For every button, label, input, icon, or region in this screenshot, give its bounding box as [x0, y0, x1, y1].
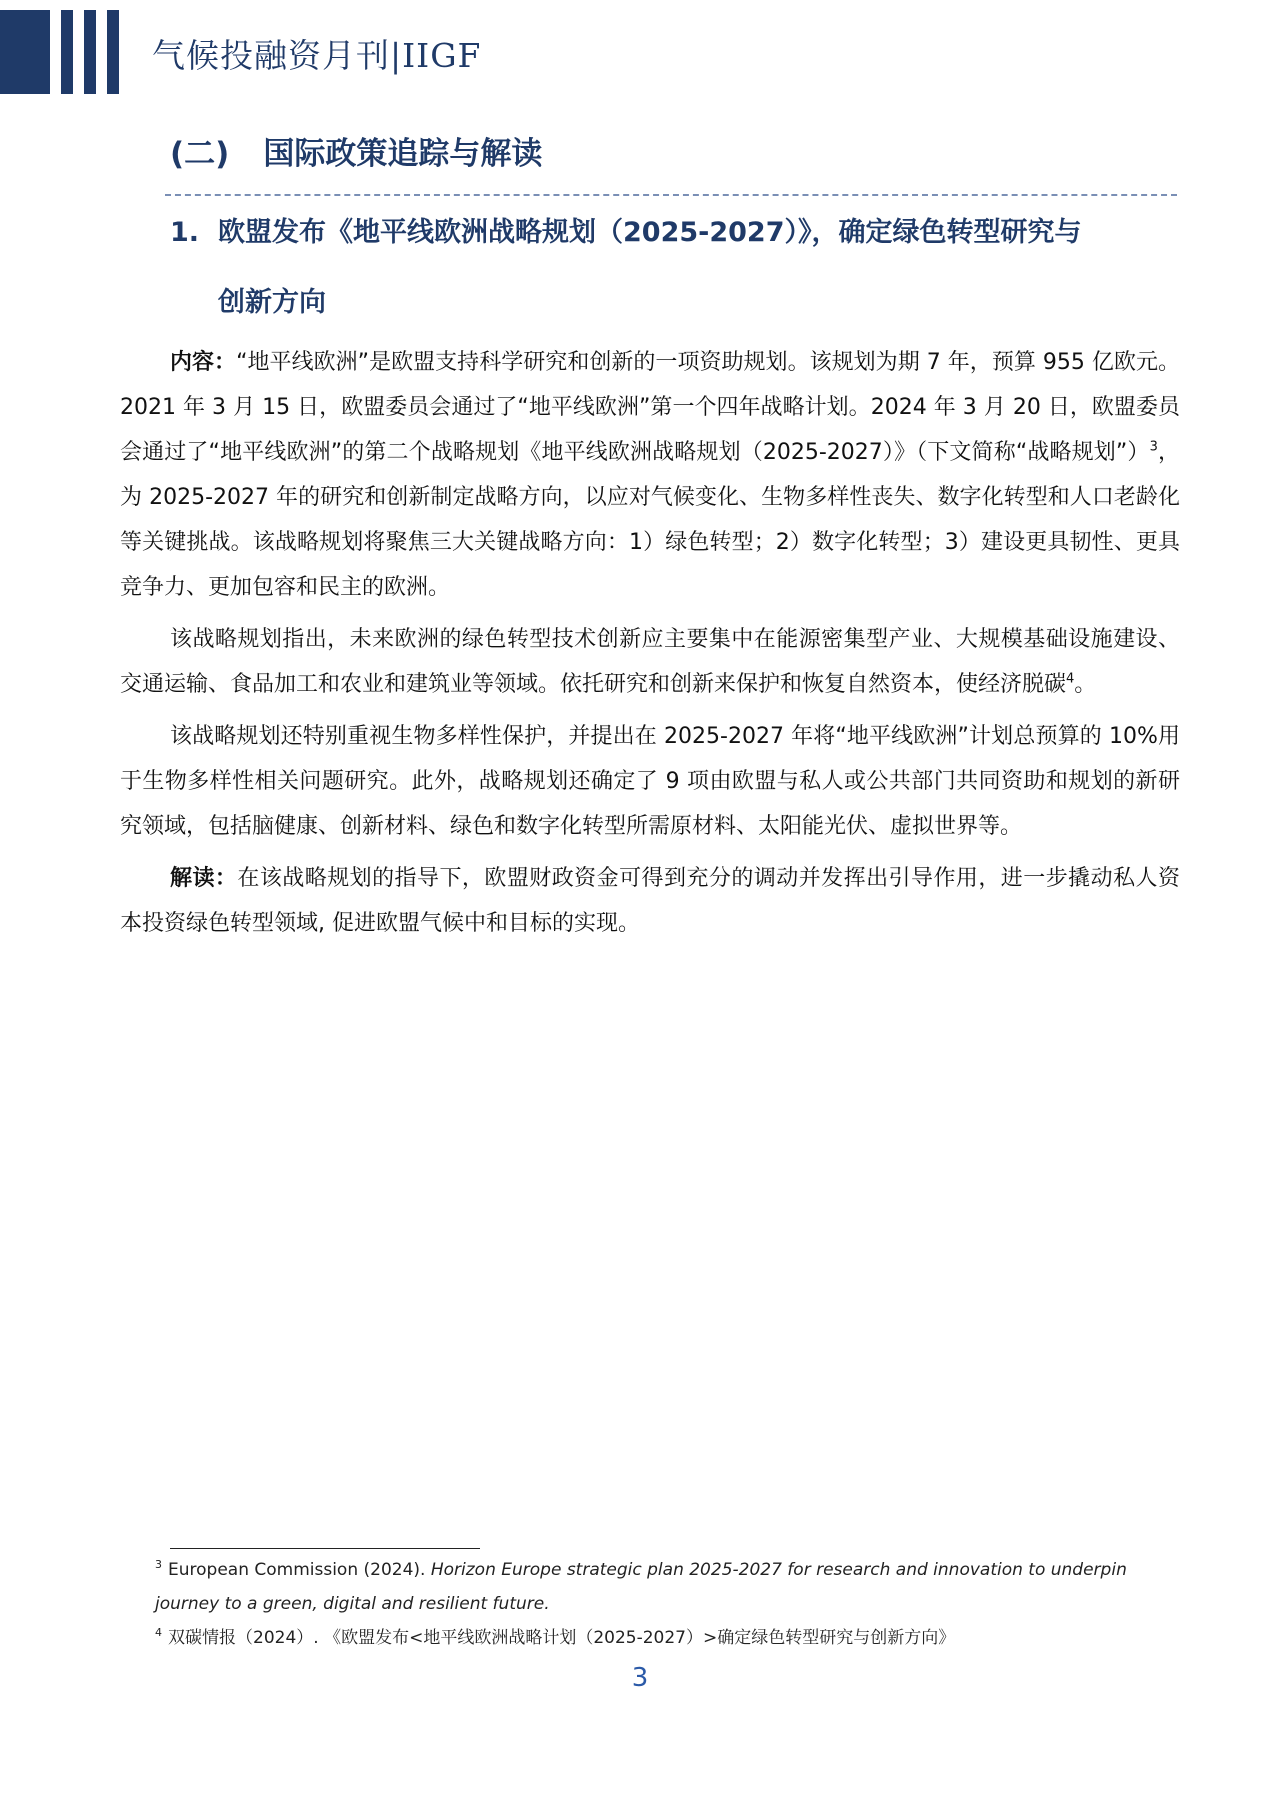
article-body [120, 340, 1180, 946]
paragraph-2-end: 。 [1074, 672, 1097, 697]
section-number: (二) [170, 136, 230, 172]
paragraph-2-text: 该战略规划指出，未来欧洲的绿色转型技术创新应主要集中在能源密集型产业、大规模基础设施建设、交通运输、食品加工和农业和建筑业等领域。依托研究和创新来保护和恢复自然资本，使经济脱碳 [120, 627, 1180, 697]
subsection-title-line2: 创新方向 [218, 287, 326, 318]
footnote-ref-4[interactable]: 4 [1066, 671, 1075, 687]
section-heading [170, 128, 542, 173]
footnote-rule [170, 1548, 480, 1549]
paragraph-3-text: 该战略规划还特别重视生物多样性保护，并提出在 2025-2027 年将“地平线欧洲”计划总预算的 10%用于生物多样性相关问题研究。此外，战略规划还确定了 9 项由欧盟与私人或公共部门共同资助和规划的新研究领域，包括脑健康、创新材料、绿色和数字化转型所需原材料、太阳能光伏、虚拟世界等。 [120, 724, 1180, 839]
content-label: 内容： [170, 350, 237, 375]
content-text-a: “地平线欧洲”是欧盟支持科学研究和创新的一项资助规划。该规划为期 7 年，预算 955 亿欧元。2021 年 3 月 15 日，欧盟委员会通过了“地平线欧洲”第一个四年战略计划。2024 年 3 月 20 日，欧盟委员会通过了“地平线欧洲”的第二个战略规划《地平线欧洲战略规划（2025-2027）》（下文简称“战略规划”） [120, 350, 1180, 465]
dashed-divider [165, 194, 1177, 196]
paragraph-content [120, 340, 1180, 610]
section-title: 国际政策追踪与解读 [263, 136, 543, 172]
interpretation-text: 在该战略规划的指导下，欧盟财政资金可得到充分的调动并发挥出引导作用，进一步撬动私人资本投资绿色转型领域, 促进欧盟气候中和目标的实现。 [120, 866, 1180, 936]
footnote-3-author: European Commission (2024). [168, 1560, 431, 1580]
subsection-title-line1: 欧盟发布《地平线欧洲战略规划（2025-2027）》，确定绿色转型研究与 [218, 217, 1082, 248]
paragraph-green-transition [120, 617, 1180, 707]
header-logo-bars [0, 10, 122, 94]
footnote-4 [155, 1621, 1165, 1655]
footnote-ref-3[interactable]: 3 [1149, 439, 1158, 455]
subsection-number: 1. [170, 217, 200, 248]
footnote-4-number: 4 [155, 1626, 162, 1640]
footnote-4-text: 双碳情报（2024）. 《欧盟发布<地平线欧洲战略计划（2025-2027）>确定绿色转型研究与创新方向》 [168, 1628, 956, 1648]
paragraph-interpretation [120, 856, 1180, 946]
page-number: 3 [631, 1663, 649, 1693]
subsection-heading [170, 198, 1180, 338]
footnote-3 [155, 1553, 1165, 1621]
paragraph-biodiversity [120, 714, 1180, 849]
footnote-3-title: Horizon Europe strategic plan 2025-2027 for research and innovation to underpin journey to a green, digital and resilient future. [155, 1560, 1127, 1614]
interpretation-label: 解读： [170, 866, 238, 891]
header-title: 气候投融资月刊|IIGF [152, 36, 482, 75]
content-text-b: ，为 2025-2027 年的研究和创新制定战略方向，以应对气候变化、生物多样性丧失、数字化转型和人口老龄化等关键挑战。该战略规划将聚焦三大关键战略方向：1）绿色转型；2）数字化转型；3）建设更具韧性、更具竞争力、更加包容和民主的欧洲。 [120, 440, 1180, 600]
footnote-3-number: 3 [155, 1558, 162, 1572]
